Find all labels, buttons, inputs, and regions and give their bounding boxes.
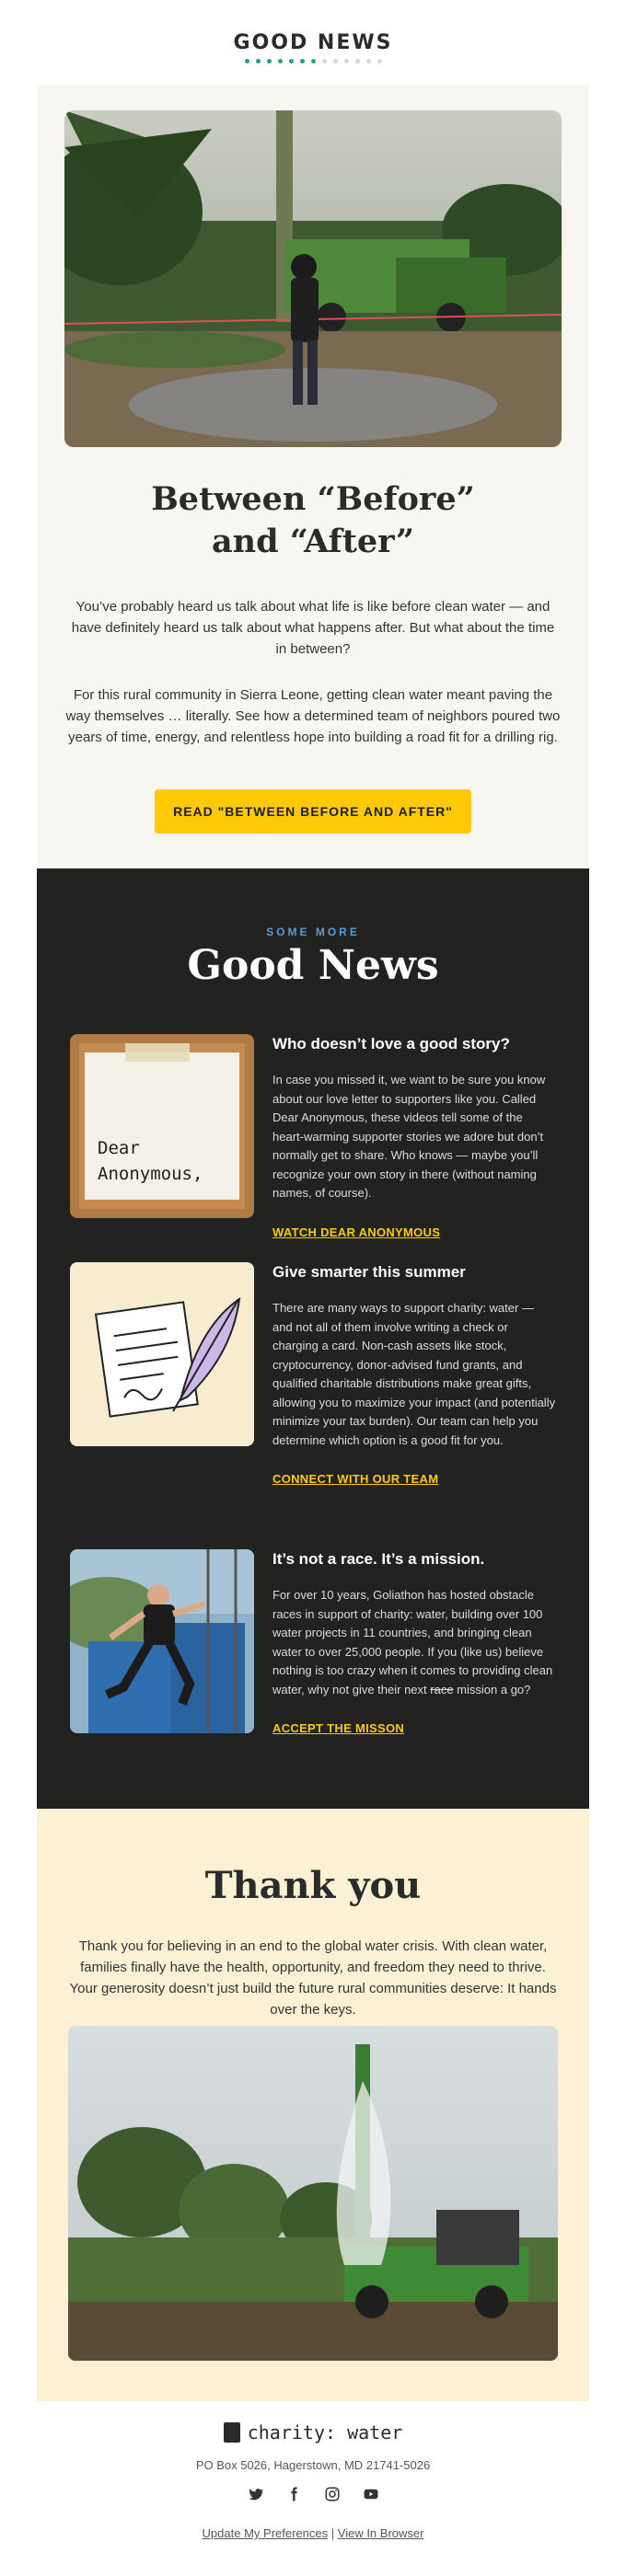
section-kicker: SOME MORE xyxy=(266,926,360,938)
story-card xyxy=(70,1549,556,1779)
twitter-icon[interactable] xyxy=(247,2486,263,2502)
email-header xyxy=(0,0,626,85)
thank-you-body: Thank you for believing in an end to the global water crisis. With clean water, families finally have the health, opportunity, and freedom they need to thrive. Your generosity doesn’t just build the future rural communities deserve: It hands over the keys. xyxy=(69,1938,557,2018)
thank-you-section xyxy=(37,1809,589,2401)
view-in-browser-link[interactable]: View In Browser xyxy=(337,2526,424,2540)
story-body: In case you missed it, we want to be sure you know about our love letter to supporters like you. Called Dear Anonymous, these videos tell some of the heart-warming supporter stories we adore but don’t normally get to share. Who knows — maybe you’ll recognize your own story in there (without naming names, of course). xyxy=(272,1073,546,1200)
hero-image[interactable] xyxy=(64,110,562,447)
section-title: Good News xyxy=(187,942,439,989)
update-preferences-link[interactable]: Update My Preferences xyxy=(202,2526,329,2540)
progress-dot xyxy=(344,59,349,63)
feature-title-line2: and “After” xyxy=(212,523,414,560)
thumb-text-line2: Anonymous, xyxy=(98,1164,203,1184)
read-story-button[interactable]: READ "BETWEEN BEFORE AND AFTER" xyxy=(155,789,471,834)
jerrycan-icon xyxy=(224,2422,240,2443)
progress-dot xyxy=(267,59,272,63)
email-footer xyxy=(0,2401,626,2576)
progress-dot xyxy=(322,59,327,63)
connect-with-team-link[interactable]: CONNECT WITH OUR TEAM xyxy=(272,1472,439,1486)
story-card xyxy=(70,1262,556,1520)
progress-dot xyxy=(377,59,382,63)
story-title: Who doesn’t love a good story? xyxy=(272,1035,510,1052)
progress-dot xyxy=(311,59,316,63)
progress-dot xyxy=(278,59,283,63)
give-smarter-thumbnail[interactable] xyxy=(70,1262,254,1446)
progress-dot xyxy=(245,59,249,63)
progress-dots xyxy=(0,59,626,63)
facebook-icon[interactable] xyxy=(285,2486,302,2502)
charity-water-logo xyxy=(0,2421,626,2444)
story-card xyxy=(70,1034,556,1255)
watch-dear-anonymous-link[interactable]: WATCH DEAR ANONYMOUS xyxy=(272,1225,441,1239)
story-body: For over 10 years, Goliathon has hosted obstacle races in support of charity: water, building over 100 water projects in 11 countries, and bringing clean water to over 25,000 people. If you (like us) believe nothing is too crazy when it comes to providing clean water, why not give their next race mission a go? xyxy=(272,1588,553,1696)
accept-the-mission-link[interactable]: ACCEPT THE MISSON xyxy=(272,1721,405,1735)
mailing-address: PO Box 5026, Hagerstown, MD 21741-5026 xyxy=(195,2458,431,2472)
story-title: Give smarter this summer xyxy=(272,1263,466,1281)
more-good-news-section xyxy=(37,868,589,1809)
dear-anonymous-thumbnail[interactable] xyxy=(70,1034,254,1218)
feature-title-line1: Between “Before” xyxy=(151,480,475,518)
goliathon-thumbnail[interactable] xyxy=(70,1549,254,1733)
good-news-logo: GOOD NEWS xyxy=(233,31,393,54)
progress-dot xyxy=(289,59,294,63)
social-links xyxy=(0,2486,626,2502)
brand-name: charity: water xyxy=(247,2421,403,2444)
feature-section xyxy=(37,85,589,868)
progress-dot xyxy=(355,59,360,63)
progress-dot xyxy=(256,59,261,63)
progress-dot xyxy=(366,59,371,63)
story-title: It’s not a race. It’s a mission. xyxy=(272,1550,485,1568)
thank-you-title: Thank you xyxy=(204,1864,422,1907)
story-body: There are many ways to support charity: water — and not all of them involve writing a check or charging a card. Non-cash assets like stock, cryptocurrency, donor-advised fund grants, and qualified charitable distributions make great gifts, allowing you to maximize your impact (and potentially minimize your tax burden). Our team can help you determine which option is a good fit for you. xyxy=(272,1301,556,1447)
link-separator: | xyxy=(330,2526,335,2540)
feature-title xyxy=(37,478,589,563)
strikethrough-word: race xyxy=(430,1682,454,1696)
instagram-icon[interactable] xyxy=(324,2486,341,2502)
footer-links xyxy=(0,2526,626,2540)
feature-paragraph-1: You’ve probably heard us talk about what life is like before clean water — and have definitely heard us talk about what happens after. But what about the time in between? xyxy=(71,599,555,657)
youtube-icon[interactable] xyxy=(363,2486,379,2502)
progress-dot xyxy=(300,59,305,63)
progress-dot xyxy=(333,59,338,63)
drilling-rig-photo xyxy=(68,2026,558,2361)
thumb-text-line1: Dear xyxy=(98,1138,140,1158)
feature-paragraph-2: For this rural community in Sierra Leone, getting clean water meant paving the way themselves … literally. See how a determined team of neighbors poured two years of time, energy, and relentless hope into building a road fit for a drilling rig. xyxy=(65,687,561,745)
